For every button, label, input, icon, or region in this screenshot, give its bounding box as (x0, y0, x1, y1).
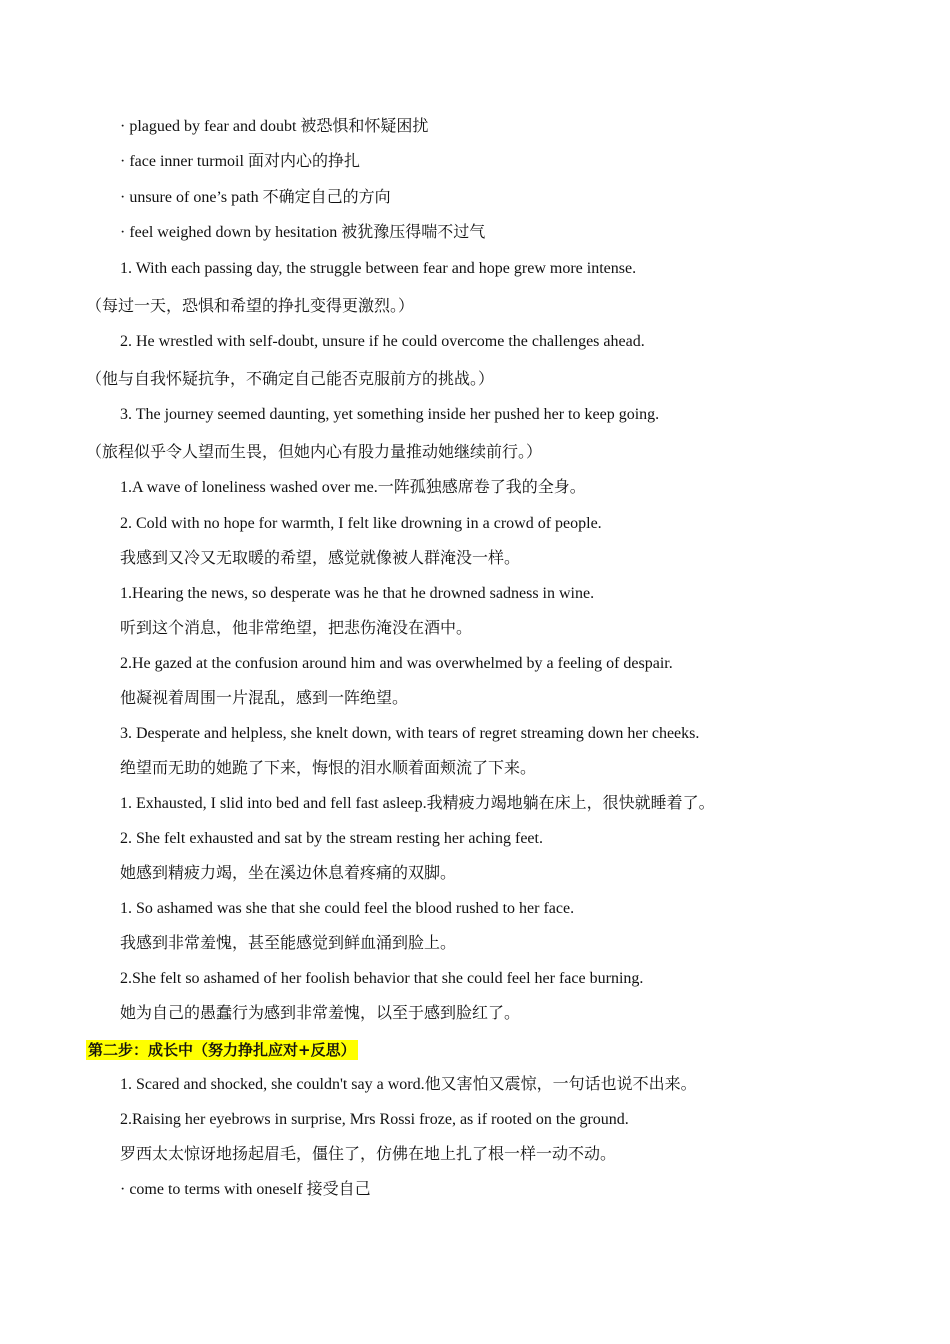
example-sentence-en: 1.A wave of loneliness washed over me.一阵孤独感席卷了我的全身。 (120, 479, 586, 496)
example-sentence-zh: 听到这个消息，他非常绝望，把悲伤淹没在酒中。 (120, 620, 473, 637)
phrase-item: · face inner turmoil 面对内心的挣扎 (120, 153, 360, 170)
example-sentence-en: 2. He wrestled with self-doubt, unsure if he could overcome the challenges ahead. (120, 333, 645, 350)
example-sentence-en: 1.Hearing the news, so desperate was he that he drowned sadness in wine. (120, 585, 595, 602)
example-sentence-en: 3. The journey seemed daunting, yet something inside her pushed her to keep going. (120, 406, 660, 423)
example-sentence-zh: 绝望而无助的她跪了下来，悔恨的泪水顺着面颊流了下来。 (120, 760, 537, 777)
example-sentence-zh: 我感到又冷又无取暖的希望，感觉就像被人群淹没一样。 (120, 550, 521, 567)
example-sentence-zh: （旅程似乎令人望而生畏，但她内心有股力量推动她继续前行。） (86, 444, 543, 461)
example-sentence-zh: （他与自我怀疑抗争，不确定自己能否克服前方的挑战。） (86, 371, 495, 388)
phrase-item: · unsure of one’s path 不确定自己的方向 (120, 189, 391, 206)
example-sentence-en: 1. With each passing day, the struggle between fear and hope grew more intense. (120, 260, 637, 277)
example-sentence-en: 2. She felt exhausted and sat by the stream resting her aching feet. (120, 830, 543, 847)
example-sentence-zh: 罗西太太惊讶地扬起眉毛，僵住了，仿佛在地上扎了根一样一动不动。 (120, 1146, 617, 1163)
example-sentence-en: 3. Desperate and helpless, she knelt down, with tears of regret streaming down her cheeks. (120, 725, 700, 742)
section-heading: 第二步：成长中（努力挣扎应对+反思） (88, 1041, 356, 1059)
phrase-item: · feel weighed down by hesitation 被犹豫压得喘不过气 (120, 224, 486, 241)
phrase-item: · come to terms with oneself 接受自己 (120, 1181, 371, 1198)
example-sentence-en: 2.She felt so ashamed of her foolish behavior that she could feel her face burning. (120, 970, 644, 987)
phrase-item: · plagued by fear and doubt 被恐惧和怀疑困扰 (120, 118, 429, 135)
example-sentence-zh: （每过一天，恐惧和希望的挣扎变得更激烈。） (86, 298, 415, 315)
example-sentence-zh: 她感到精疲力竭，坐在溪边休息着疼痛的双脚。 (120, 865, 457, 882)
example-sentence-en: 2.Raising her eyebrows in surprise, Mrs Rossi froze, as if rooted on the ground. (120, 1111, 629, 1128)
example-sentence-en: 1. Scared and shocked, she couldn't say a word.他又害怕又震惊，一句话也说不出来。 (120, 1076, 697, 1093)
example-sentence-zh: 她为自己的愚蠢行为感到非常羞愧，以至于感到脸红了。 (120, 1005, 521, 1022)
example-sentence-en: 2.He gazed at the confusion around him and was overwhelmed by a feeling of despair. (120, 655, 673, 672)
example-sentence-en: 1. Exhausted, I slid into bed and fell fast asleep.我精疲力竭地躺在床上，很快就睡着了。 (120, 795, 715, 812)
example-sentence-en: 1. So ashamed was she that she could feel the blood rushed to her face. (120, 900, 575, 917)
example-sentence-zh: 他凝视着周围一片混乱，感到一阵绝望。 (120, 690, 409, 707)
example-sentence-zh: 我感到非常羞愧，甚至能感觉到鲜血涌到脸上。 (120, 935, 457, 952)
example-sentence-en: 2. Cold with no hope for warmth, I felt like drowning in a crowd of people. (120, 515, 602, 532)
